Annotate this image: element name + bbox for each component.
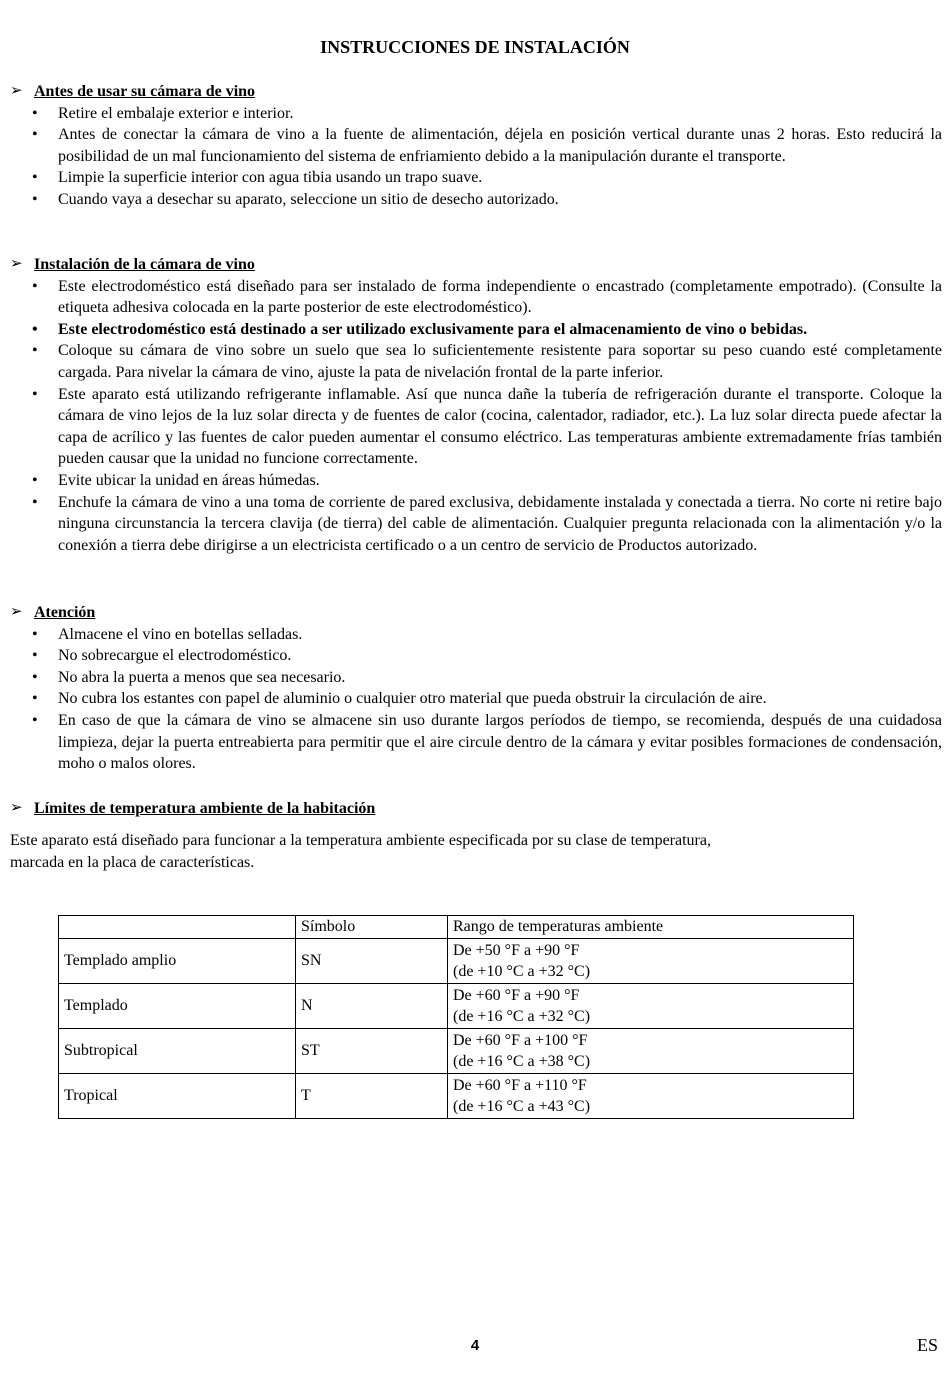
list-item [10, 645, 942, 667]
list-item [10, 624, 942, 646]
list-item-text: Cuando vaya a desechar su aparato, seleccione un sitio de desecho autorizado. [58, 190, 559, 208]
section-heading-text: Instalación de la cámara de vino [34, 256, 255, 273]
item-list [10, 276, 942, 557]
list-item [10, 103, 942, 125]
section-temperature-limits [10, 798, 942, 820]
bullet-icon: • [32, 493, 38, 511]
temperature-class-table [58, 915, 854, 1119]
range-celsius: (de +16 °C a +38 °C) [453, 1053, 591, 1070]
table-row [59, 939, 854, 984]
list-item [10, 667, 942, 689]
section-installation [10, 254, 942, 556]
section-heading [10, 81, 942, 103]
section-heading-text: Límites de temperatura ambiente de la habitación [34, 800, 376, 817]
class-name-cell: Subtropical [59, 1029, 296, 1074]
page-title: INSTRUCCIONES DE INSTALACIÓN [320, 37, 630, 57]
range-fahrenheit: De +60 °F a +100 °F [453, 1031, 588, 1049]
range-cell [448, 1074, 854, 1119]
list-item-text: Enchufe la cámara de vino a una toma de corriente de pared exclusiva, debidamente instalada y conectada a tierra. No corte ni retire bajo ninguna circunstancia la tercera clavija (de tierra) del cable de alimentación. Cualquier pregunta relacionada con la alimentación y/o la conexión a tierra debe dirigirse a un electricista certificado o a un centro de servicio de Productos autorizado. [58, 493, 942, 554]
bullet-icon: • [32, 104, 38, 122]
bullet-icon: • [32, 320, 38, 338]
table-header-cell: Símbolo [296, 916, 448, 939]
symbol-cell: ST [296, 1029, 448, 1074]
class-name-cell: Tropical [59, 1074, 296, 1119]
table-row [59, 984, 854, 1029]
section-heading-text: Atención [34, 604, 96, 621]
list-item-text: Almacene el vino en botellas selladas. [58, 625, 303, 643]
bullet-icon: • [32, 668, 38, 686]
class-name-cell: Templado amplio [59, 939, 296, 984]
page-number: 4 [470, 1337, 480, 1354]
range-cell [448, 1029, 854, 1074]
section-attention [10, 602, 942, 775]
list-item-text: No sobrecargue el electrodoméstico. [58, 647, 292, 665]
list-item [10, 340, 942, 383]
bullet-icon: • [32, 385, 38, 403]
list-item-text: Este electrodoméstico está destinado a ser utilizado exclusivamente para el almacenamiento de vino o bebidas. [58, 320, 808, 338]
section-heading [10, 254, 942, 276]
paragraph-line: marcada en la placa de características. [10, 854, 255, 871]
list-item [10, 319, 942, 341]
section-before-use [10, 81, 942, 211]
range-fahrenheit: De +60 °F a +110 °F [453, 1076, 587, 1094]
bullet-icon: • [32, 342, 38, 360]
list-item-text: En caso de que la cámara de vino se almacene sin uso durante largos períodos de tiempo, se recomienda, después de una cuidadosa limpieza, dejar la puerta entreabierta para permitir que el aire circule dentro de la cámara y evitar posibles formaciones de condensación, moho o malos olores. [58, 711, 942, 773]
table-header-row [59, 916, 854, 939]
arrow-bullet-icon: ➢ [10, 800, 23, 816]
list-item [10, 189, 942, 211]
list-item-text: Coloque su cámara de vino sobre un suelo que sea lo suficientemente resistente para soportar su peso cuando esté completamente cargada. Para nivelar la cámara de vino, ajuste la pata de nivelación frontal de la parte inferior. [58, 342, 942, 381]
list-item [10, 167, 942, 189]
range-fahrenheit: De +50 °F a +90 °F [453, 941, 580, 959]
range-cell [448, 939, 854, 984]
bullet-icon: • [32, 471, 38, 489]
bullet-icon: • [32, 647, 38, 665]
symbol-cell: N [296, 984, 448, 1029]
list-item-text: Antes de conectar la cámara de vino a la fuente de alimentación, déjela en posición vertical durante unas 2 horas. Esto reducirá la posibilidad de un mal funcionamiento del sistema de enfriamiento debido a la manipulación durante el transporte. [58, 126, 942, 165]
list-item [10, 492, 942, 557]
list-item-text: Este electrodoméstico está diseñado para ser instalado de forma independiente o encastrado (completamente empotrado). (Consulte la etiqueta adhesiva colocada en la parte posterior de este electrodoméstico). [58, 277, 942, 317]
bullet-icon: • [32, 190, 38, 208]
bullet-icon: • [32, 277, 38, 295]
paragraph-line: Este aparato está diseñado para funcionar a la temperatura ambiente especificada por su clase de temperatura, [10, 832, 711, 849]
section-heading [10, 798, 942, 820]
bullet-icon: • [32, 625, 38, 643]
list-item [10, 688, 942, 710]
section-heading [10, 602, 942, 624]
range-cell [448, 984, 854, 1029]
list-item [10, 710, 942, 775]
item-list [10, 103, 942, 211]
bullet-icon: • [32, 126, 38, 144]
list-item [10, 470, 942, 492]
range-celsius: (de +16 °C a +43 °C) [453, 1098, 591, 1115]
language-code: ES [916, 1335, 938, 1355]
list-item-text: No abra la puerta a menos que sea necesario. [58, 668, 346, 686]
range-fahrenheit: De +60 °F a +90 °F [453, 986, 580, 1004]
list-item-text: No cubra los estantes con papel de aluminio o cualquier otro material que pueda obstruir la circulación de aire. [58, 690, 767, 708]
range-celsius: (de +10 °C a +32 °C) [453, 963, 591, 980]
list-item-text: Limpie la superficie interior con agua tibia usando un trapo suave. [58, 169, 483, 187]
list-item-text: Este aparato está utilizando refrigerante inflamable. Así que nunca dañe la tubería de refrigeración durante el transporte. Coloque la cámara de vino lejos de la luz solar directa y de fuentes de calor (cocina, calentador, radiador, etc.). La luz solar directa puede afectar la capa de acrílico y las fuentes de calor pueden aumentar el consumo eléctrico. Las temperaturas ambiente extremadamente frías también pueden causar que la unidad no funcione correctamente. [58, 385, 942, 468]
arrow-bullet-icon: ➢ [10, 83, 23, 99]
section-heading-text: Antes de usar su cámara de vino [34, 83, 256, 100]
bullet-icon: • [32, 690, 38, 708]
symbol-cell: T [296, 1074, 448, 1119]
arrow-bullet-icon: ➢ [10, 604, 23, 620]
item-list [10, 624, 942, 775]
arrow-bullet-icon: ➢ [10, 256, 23, 272]
temperature-paragraph [10, 830, 870, 874]
table-row [59, 1074, 854, 1119]
list-item-text: Evite ubicar la unidad en áreas húmedas. [58, 471, 320, 489]
table-header-cell: Rango de temperaturas ambiente [448, 916, 854, 939]
symbol-cell: SN [296, 939, 448, 984]
bullet-icon: • [32, 711, 38, 729]
list-item [10, 384, 942, 470]
list-item [10, 124, 942, 167]
table-header-cell [59, 916, 296, 939]
bullet-icon: • [32, 169, 38, 187]
range-celsius: (de +16 °C a +32 °C) [453, 1008, 591, 1025]
table-row [59, 1029, 854, 1074]
list-item-text: Retire el embalaje exterior e interior. [58, 104, 294, 122]
list-item [10, 276, 942, 319]
class-name-cell: Templado [59, 984, 296, 1029]
